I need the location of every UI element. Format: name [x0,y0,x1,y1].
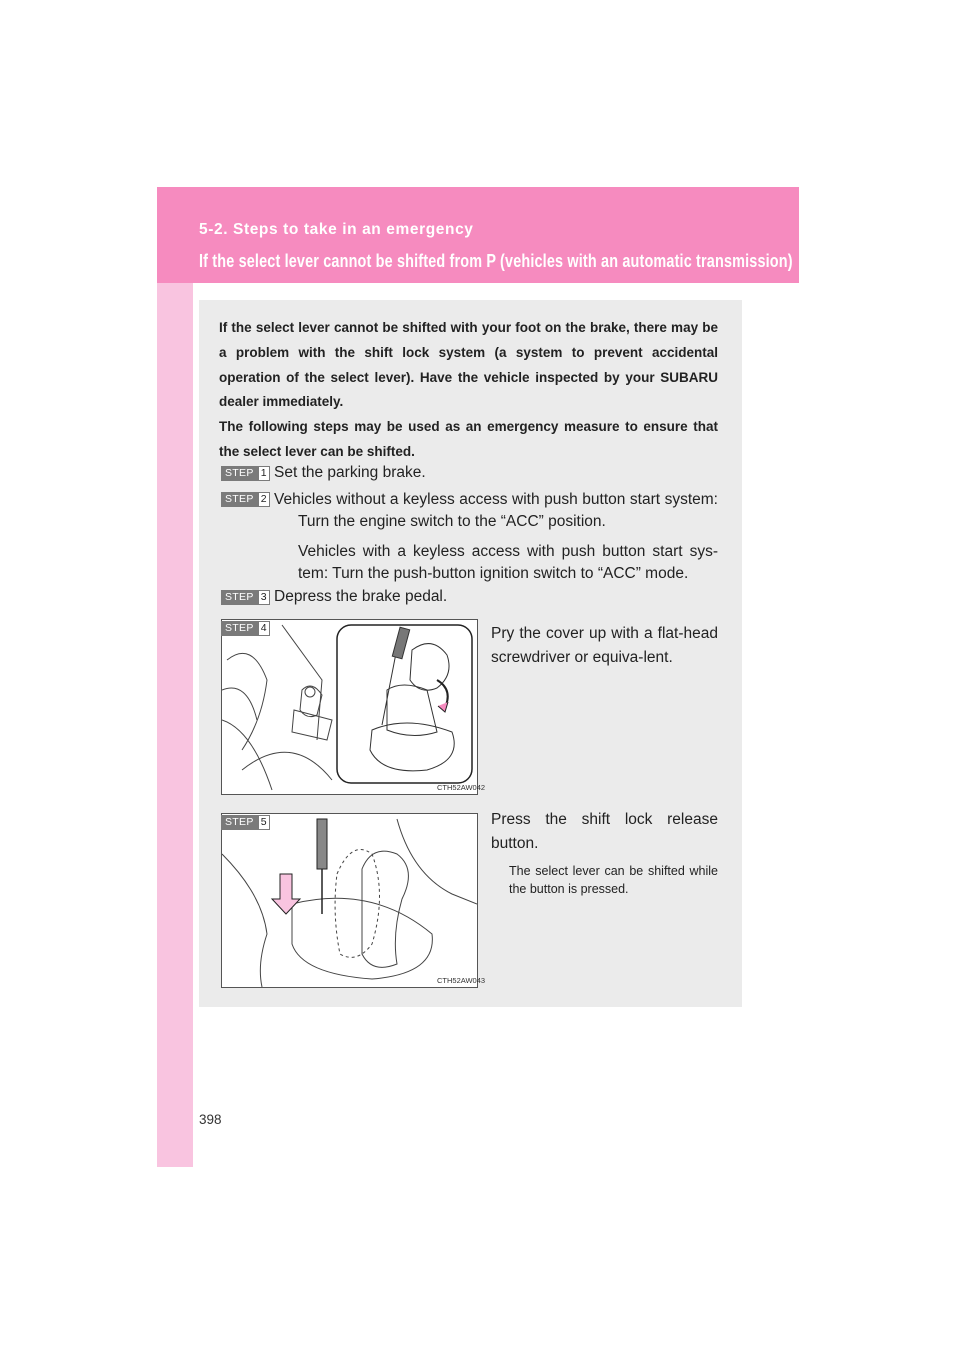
section-label: 5-2. Steps to take in an emergency [199,221,474,238]
step-1-text: Set the parking brake. [274,464,426,481]
step-2-line-1: Vehicles without a keyless access with push button start system: Turn the engine switch to the “ACC” position. [274,491,718,530]
step-badge-2: STEP 2 [221,492,270,507]
figure-4-code: CTH52AW042 [437,783,486,792]
shift-lock-release-illustration [222,814,477,987]
step-badge-1: STEP 1 [221,466,270,481]
step-badge-5: STEP 5 [221,815,270,830]
chapter-sidebar [157,187,193,1167]
step-badge-4: STEP 4 [221,621,270,636]
figure-5-code: CTH52AW043 [437,976,486,985]
step-4-text: Pry the cover up with a flat-head screwdriver or equiva-lent. [491,625,718,666]
shift-lever-cover-illustration [222,620,477,794]
step-badge-3: STEP 3 [221,590,270,605]
step-2-text-2: Vehicles with a keyless access with push button start sys-tem: Turn the push-button ignition switch to “ACC” mode. [298,543,718,582]
step-5-figure [221,813,478,988]
page-title: If the select lever cannot be shifted from P (vehicles with an automatic transmission) [199,250,793,271]
intro-paragraph-2: The following steps may be used as an emergency measure to ensure that the select lever can be shifted. [219,419,718,459]
intro-text [219,316,718,465]
step-2-text [274,489,718,533]
step-5-note: The select lever can be shifted while the button is pressed. [509,864,718,896]
step-4-figure [221,619,478,795]
step-5-text: Press the shift lock release button. [491,811,718,852]
page-number: 398 [199,1112,222,1127]
intro-paragraph-1: If the select lever cannot be shifted with your foot on the brake, there may be a problem with the shift lock system (a system to prevent accidental operation of the select lever). Have the vehicle inspected by your SUBARU dealer immediately. [219,320,718,410]
step-3-text: Depress the brake pedal. [274,588,448,605]
